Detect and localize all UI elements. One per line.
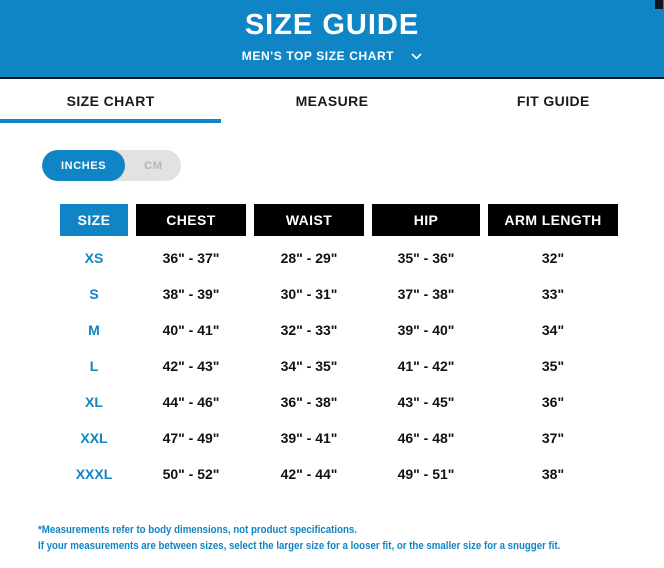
hip-value: 37" - 38" (397, 286, 455, 302)
hip-value: 43" - 45" (397, 394, 455, 410)
unit-toggle (42, 150, 181, 181)
waist-value: 34" - 35" (280, 358, 338, 374)
footnotes (38, 522, 664, 554)
chest-value: 42" - 43" (162, 358, 220, 374)
arm-length-value: 32" (541, 250, 565, 266)
size-label: XS (84, 250, 104, 266)
hip-value: 39" - 40" (397, 322, 455, 338)
size-label: M (88, 322, 100, 338)
tab-fit-guide[interactable]: FIT GUIDE (516, 93, 590, 109)
chest-value: 50" - 52" (162, 466, 220, 482)
size-table (60, 204, 618, 492)
column-header-chest: CHEST (136, 204, 246, 236)
waist-value: 39" - 41" (280, 430, 338, 446)
chest-value: 44" - 46" (162, 394, 220, 410)
size-table-header-row (60, 204, 618, 236)
unit-toggle-cm[interactable]: CM (144, 159, 163, 172)
column-header-hip: HIP (372, 204, 480, 236)
unit-toggle-inches[interactable]: INCHES (42, 150, 125, 181)
waist-value: 42" - 44" (280, 466, 338, 482)
hip-value: 41" - 42" (397, 358, 455, 374)
table-row (60, 240, 618, 276)
tab-measure[interactable]: MEASURE (295, 93, 369, 109)
chest-value: 38" - 39" (162, 286, 220, 302)
waist-value: 30" - 31" (280, 286, 338, 302)
table-row (60, 420, 618, 456)
hip-value: 35" - 36" (397, 250, 455, 266)
chevron-down-icon[interactable] (411, 53, 422, 60)
column-header-size: SIZE (60, 204, 128, 236)
tab-bar (0, 79, 664, 123)
footnote-between-sizes: If your measurements are between sizes, select the larger size for a looser fit, or the smaller size for a snugger fit. (38, 540, 561, 552)
size-label: XXXL (75, 466, 113, 482)
arm-length-value: 37" (541, 430, 565, 446)
footnote-measurements: *Measurements refer to body dimensions, not product specifications. (38, 524, 357, 536)
table-row (60, 348, 618, 384)
hip-value: 46" - 48" (397, 430, 455, 446)
arm-length-value: 34" (541, 322, 565, 338)
page-title: SIZE GUIDE (244, 9, 420, 41)
waist-value: 28" - 29" (280, 250, 338, 266)
chest-value: 40" - 41" (162, 322, 220, 338)
chest-value: 36" - 37" (162, 250, 220, 266)
table-row (60, 456, 618, 492)
close-icon[interactable] (655, 0, 663, 9)
column-header-arm-length: ARM LENGTH (488, 204, 618, 236)
chart-selector-label[interactable]: MEN'S TOP SIZE CHART (241, 49, 395, 63)
size-label: XXL (80, 430, 108, 446)
waist-value: 36" - 38" (280, 394, 338, 410)
tab-size-chart[interactable]: SIZE CHART (0, 79, 221, 123)
table-row (60, 312, 618, 348)
size-label: S (89, 286, 99, 302)
chest-value: 47" - 49" (162, 430, 220, 446)
arm-length-value: 38" (541, 466, 565, 482)
arm-length-value: 33" (541, 286, 565, 302)
size-guide-header (0, 0, 664, 79)
arm-length-value: 36" (541, 394, 565, 410)
size-label: XL (85, 394, 103, 410)
column-header-waist: WAIST (254, 204, 364, 236)
waist-value: 32" - 33" (280, 322, 338, 338)
table-row (60, 276, 618, 312)
table-row (60, 384, 618, 420)
arm-length-value: 35" (541, 358, 565, 374)
size-label: L (89, 358, 99, 374)
hip-value: 49" - 51" (397, 466, 455, 482)
